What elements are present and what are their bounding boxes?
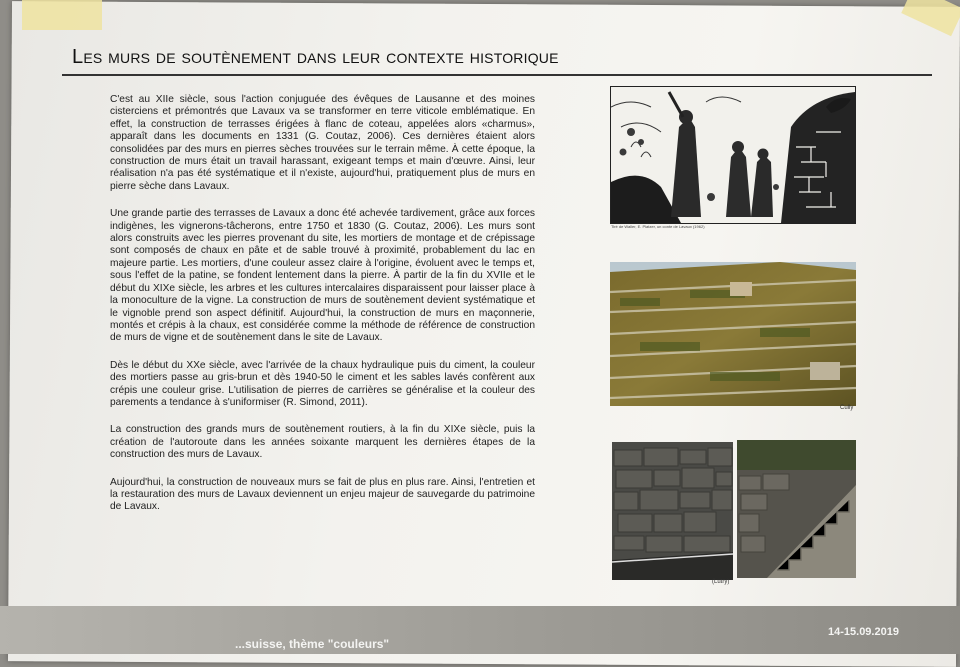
paragraph-3: Dès le début du XXe siècle, avec l'arrivée de la chaux hydraulique puis du ciment, la couleur des mortiers passe au gris-brun et dès 1940-50 le ciment et les sables lavés confèrent aux crépis une couleur grise. L'utilisation de pierres de carrières se généralise et la couleur des parements a tendance à s'uniformiser (R. Simond, 2011). [110, 359, 535, 408]
body-text [110, 94, 535, 529]
lutry-wall-photo-right [737, 440, 856, 578]
title-underline [62, 74, 932, 76]
cully-caption: Cully [840, 405, 854, 411]
paragraph-2: Une grande partie des terrasses de Lavaux a donc été achevée tardivement, grâce aux forces indigènes, les vignerons-tâcherons, entre 1750 et 1830 (G. Coutaz, 2006). Les murs sont alors construits avec les pierres provenant du site, les mortiers de montage et de crépissage sont composés de chaux en pâte et de sable trouvé à proximité, probablement du lac en majeure partie. Les mortiers, d'une couleur assez claire à l'origine, évoluent avec le temps et, sous l'effet de la patine, se fondent lentement dans la pierre. À partir de la fin du XVIIe et le début du XIXe siècle, les arbres et les cultures intercalaires disparaissent pour laisser place à la monoculture de la vigne. La construction de murs de soutènement devient systématique et le vignoble prend son aspect définitif. Aujourd'hui, la construction de murs en maçonnerie, montés et crépis à la chaux, est considérée comme la méthode de référence de construction de murs de vigne et de soutènement dans le site de Lavaux. [110, 208, 535, 344]
footer-date: 14-15.09.2019 [828, 626, 899, 638]
woodcut-credit: Tiré de Waller, E. Platzer, un conte de Lavaux (1962) [611, 224, 705, 229]
paragraph-5: Aujourd'hui, la construction de nouveaux murs se fait de plus en plus rare. Ainsi, l'entretien et la restauration des murs de Lavaux deviennent un enjeu majeur de sauvegarde du patrimoine de Lavaux. [110, 476, 535, 513]
footer-banner [0, 606, 960, 654]
lutry-wall-photo-left [612, 442, 733, 580]
footer-event-text: ...suisse, thème "couleurs" [235, 637, 390, 651]
paragraph-1: C'est au XIIe siècle, sous l'action conjuguée des évêques de Lausanne et des moines cisterciens et prémontrés que Lavaux va se transformer en terre viticole emblématique. En effet, la construction de terrasses érigées à flanc de coteau, appelées alors «charmus», apparaît dans les documents en 1331 (G. Coutaz, 2006). Ces dernières étaient alors consolidées par des murs en pierres sèches trouvées sur le terrain même. À cette époque, la construction de murs était un travail harassant, exigeant temps et main d'œuvre. Ainsi, leur réalisation n'a pas été systématique et il n'existe, aujourd'hui, pratiquement plus de murs en pierre sèche dans Lavaux. [110, 94, 535, 192]
woodcut-illustration [610, 86, 856, 224]
cully-vineyard-photo [610, 262, 856, 406]
paragraph-4: La construction des grands murs de soutènement routiers, à la fin du XIXe siècle, puis la création de l'autoroute dans les années soixante marquent les dernières étapes de la construction des murs de Lavaux. [110, 424, 535, 461]
page-title: Les murs de soutènement dans leur contexte historique [72, 46, 559, 68]
tape-left [22, 0, 102, 30]
lutry-caption: (Lutry) [712, 579, 730, 585]
